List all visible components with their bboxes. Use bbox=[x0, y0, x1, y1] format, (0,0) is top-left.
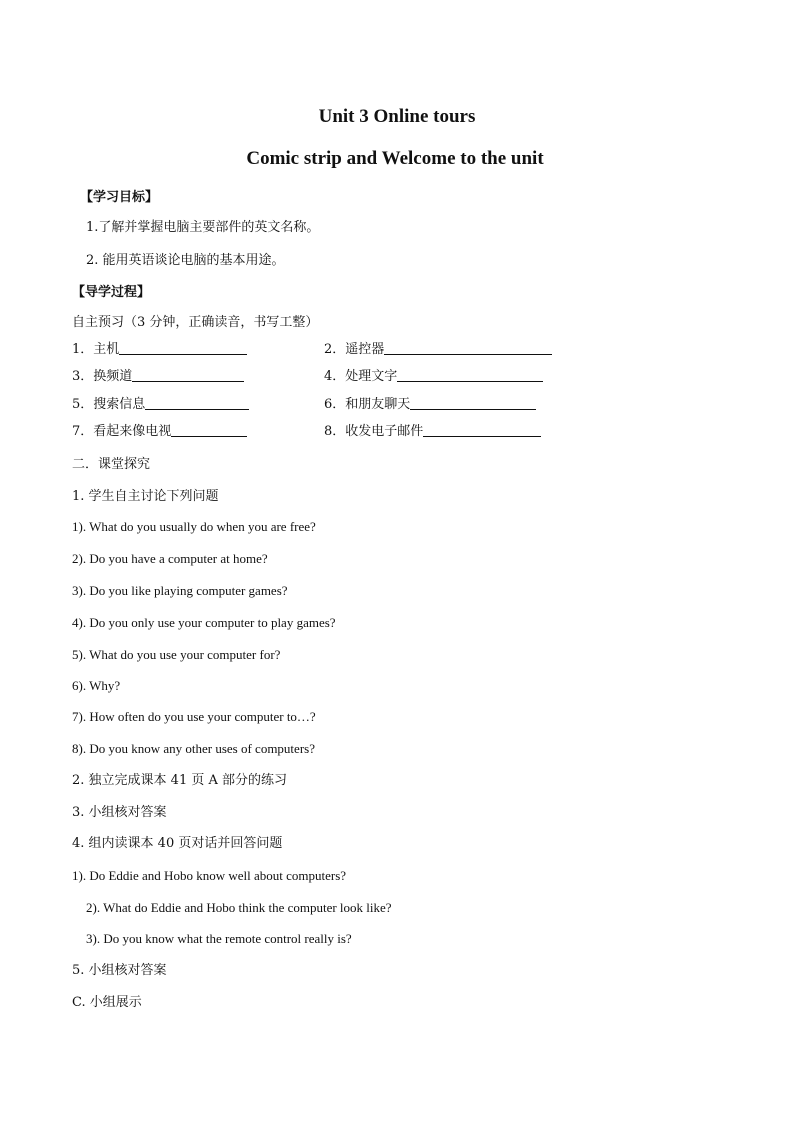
vocab-item bbox=[324, 367, 543, 386]
vocab-item bbox=[324, 340, 552, 359]
answer-blank[interactable] bbox=[384, 340, 552, 355]
vocab-item bbox=[324, 422, 541, 441]
preview-instruction: 自主预习（3 分钟，正确读音，书写工整） bbox=[72, 315, 319, 330]
vocab-label: 3．换频道 bbox=[72, 369, 133, 384]
step-1: 1. 学生自主讨论下列问题 bbox=[72, 489, 219, 504]
answer-blank[interactable] bbox=[397, 367, 543, 382]
section-heading: 二．课堂探究 bbox=[72, 457, 151, 472]
vocab-label: 5．搜索信息 bbox=[72, 397, 146, 412]
dialogue-question: 1). Do Eddie and Hobo know well about computers? bbox=[72, 868, 347, 883]
vocab-item bbox=[72, 340, 247, 359]
question-item: 6). Why? bbox=[72, 678, 121, 693]
page-subtitle: Comic strip and Welcome to the unit bbox=[246, 148, 544, 169]
answer-blank[interactable] bbox=[119, 340, 247, 355]
vocab-label: 6．和朋友聊天 bbox=[324, 397, 411, 412]
goals-heading: 【学习目标】 bbox=[80, 190, 159, 205]
vocab-label: 2．遥控器 bbox=[324, 342, 385, 357]
vocab-label: 1．主机 bbox=[72, 342, 120, 357]
process-heading: 【导学过程】 bbox=[72, 285, 151, 300]
answer-blank[interactable] bbox=[171, 422, 247, 437]
goal-item-2: 2. 能用英语谈论电脑的基本用途。 bbox=[86, 253, 285, 268]
question-item: 8). Do you know any other uses of computers? bbox=[72, 741, 315, 756]
answer-blank[interactable] bbox=[145, 395, 249, 410]
step-c: C. 小组展示 bbox=[72, 995, 142, 1010]
vocab-label: 4．处理文字 bbox=[324, 369, 398, 384]
vocab-label: 7．看起来像电视 bbox=[72, 424, 172, 439]
dialogue-question: 2). What do Eddie and Hobo think the computer look like? bbox=[86, 900, 392, 915]
vocab-item bbox=[72, 367, 244, 386]
answer-blank[interactable] bbox=[132, 367, 244, 382]
step-4: 4. 组内读课本 40 页对话并回答问题 bbox=[72, 836, 283, 851]
step-5: 5. 小组核对答案 bbox=[72, 963, 167, 978]
step-3: 3. 小组核对答案 bbox=[72, 805, 167, 820]
question-item: 1). What do you usually do when you are free? bbox=[72, 519, 316, 534]
dialogue-question: 3). Do you know what the remote control really is? bbox=[86, 931, 352, 946]
question-item: 4). Do you only use your computer to play games? bbox=[72, 615, 336, 630]
vocab-label: 8．收发电子邮件 bbox=[324, 424, 424, 439]
vocab-item bbox=[72, 422, 247, 441]
question-item: 5). What do you use your computer for? bbox=[72, 647, 281, 662]
answer-blank[interactable] bbox=[410, 395, 536, 410]
vocab-item bbox=[324, 395, 536, 414]
page-title: Unit 3 Online tours bbox=[318, 106, 476, 127]
question-item: 2). Do you have a computer at home? bbox=[72, 551, 268, 566]
step-2: 2. 独立完成课本 41 页 A 部分的练习 bbox=[72, 773, 287, 788]
vocab-item bbox=[72, 395, 249, 414]
question-item: 7). How often do you use your computer to…? bbox=[72, 709, 316, 724]
answer-blank[interactable] bbox=[423, 422, 541, 437]
question-item: 3). Do you like playing computer games? bbox=[72, 583, 288, 598]
goal-item-1: 1.了解并掌握电脑主要部件的英文名称。 bbox=[86, 220, 320, 235]
